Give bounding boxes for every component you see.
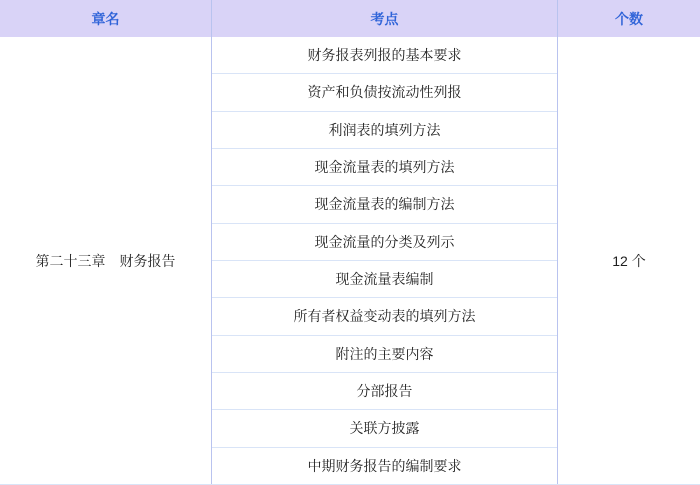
- topic-row: 现金流量的分类及列示: [212, 224, 557, 261]
- chapter-cell: 第二十三章 财务报告: [0, 37, 212, 484]
- topic-row: 资产和负债按流动性列报: [212, 74, 557, 111]
- topic-row: 现金流量表编制: [212, 261, 557, 298]
- topic-row: 分部报告: [212, 373, 557, 410]
- header-count: 个数: [615, 10, 643, 27]
- topic-row: 现金流量表的编制方法: [212, 186, 557, 223]
- topic-row: 财务报表列报的基本要求: [212, 37, 557, 74]
- topic-row: 现金流量表的填列方法: [212, 149, 557, 186]
- topic-row: 所有者权益变动表的填列方法: [212, 298, 557, 335]
- header-topics: 考点: [212, 0, 558, 37]
- table-body: [0, 37, 700, 484]
- topic-row: 中期财务报告的编制要求: [307, 457, 462, 474]
- topic-row: 附注的主要内容: [212, 336, 557, 373]
- header-chapter: 章名: [0, 0, 212, 37]
- topic-row: 关联方披露: [212, 410, 557, 447]
- topics-column: [212, 37, 558, 484]
- topic-row: 利润表的填列方法: [212, 112, 557, 149]
- count-cell: 12 个: [612, 252, 646, 269]
- table-header-row: [0, 0, 700, 37]
